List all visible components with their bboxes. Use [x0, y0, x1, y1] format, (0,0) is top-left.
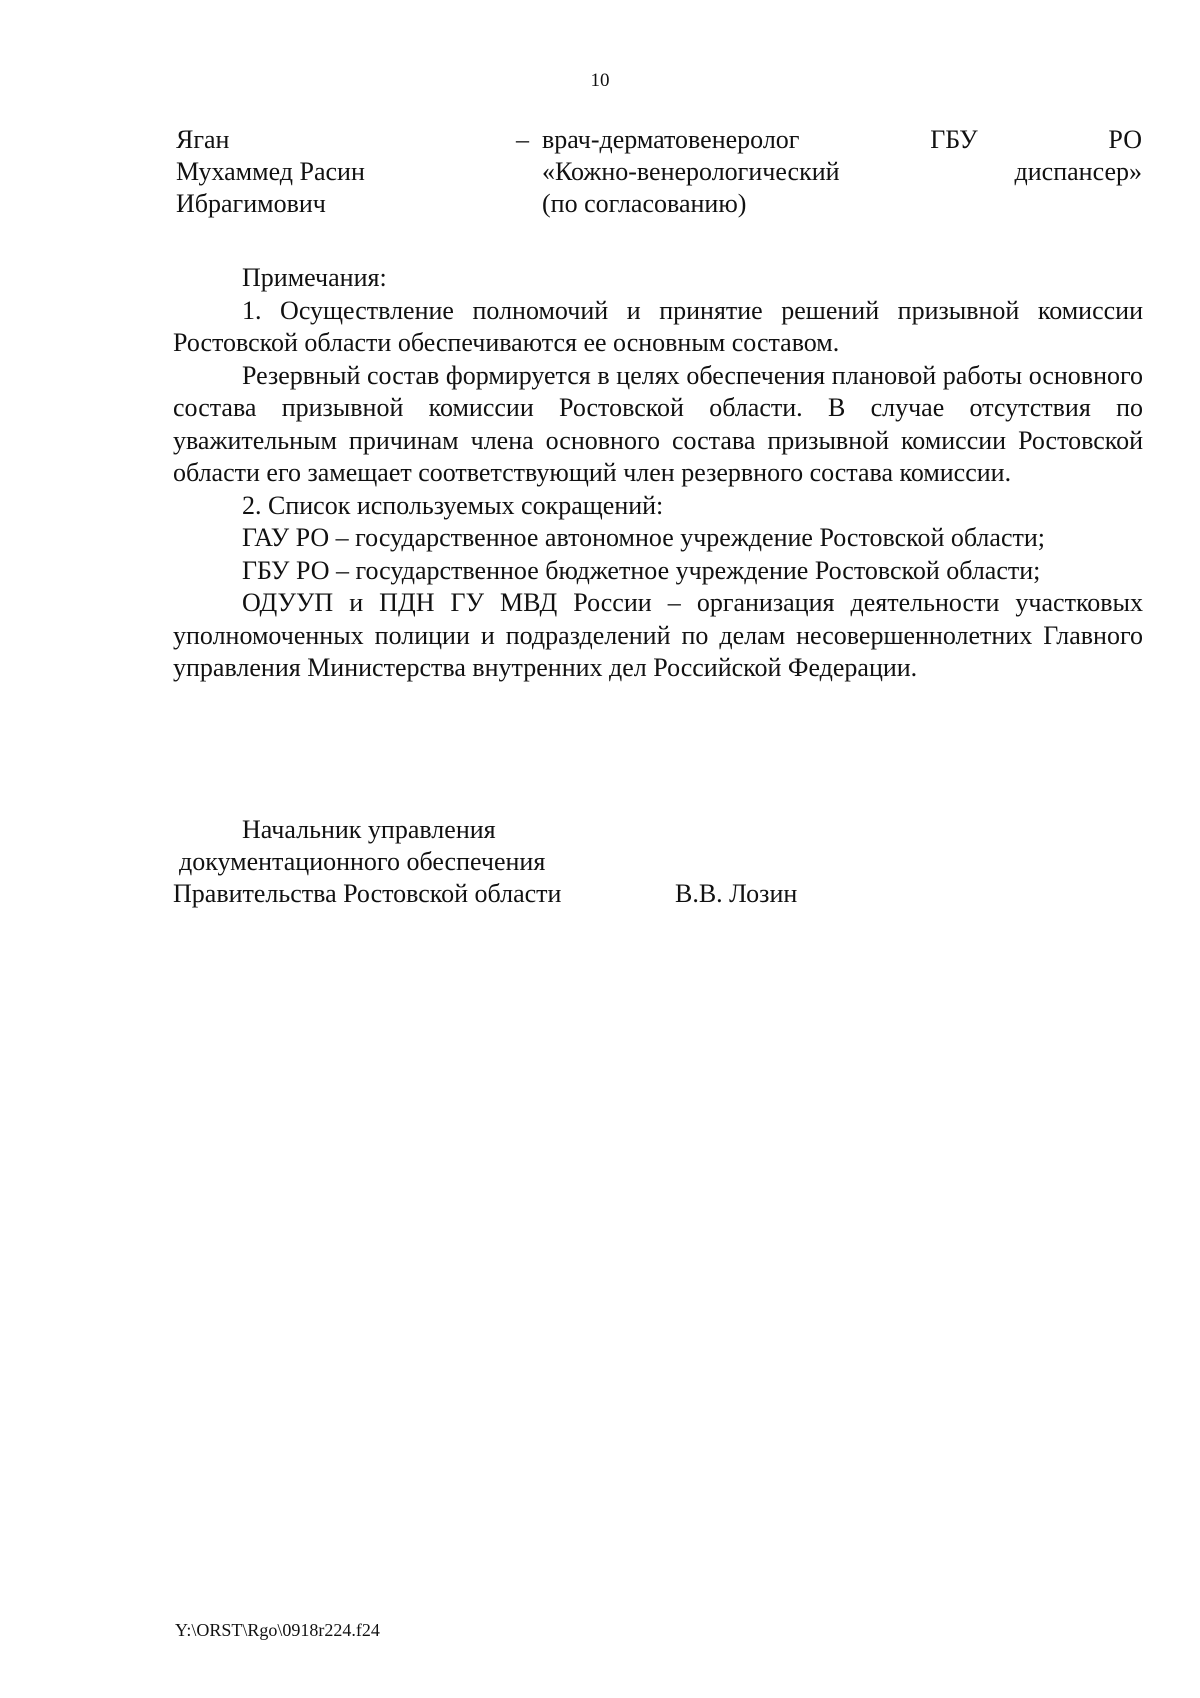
member-surname: Яган — [176, 125, 230, 154]
abbreviation-item: ОДУУП и ПДН ГУ МВД России – организация деятельности участковых уполномоченных полиции и подразделений по делам несовершеннолетних Главного управления Министерства внутренних дел Российской Федерации. — [173, 588, 1143, 682]
member-position-line: (по согласованию) — [542, 189, 747, 218]
member-patronymic: Ибрагимович — [176, 189, 326, 218]
signatory-name: В.В. Лозин — [675, 879, 798, 908]
member-first-name: Мухаммед Расин — [176, 157, 365, 186]
member-position — [542, 124, 1142, 220]
member-dash: – — [516, 125, 529, 154]
signature-block — [173, 814, 873, 910]
signatory-title-line: Правительства Ростовской области — [173, 879, 562, 908]
signatory-title-line: Начальник управления — [242, 815, 496, 844]
member-name — [176, 124, 506, 220]
abbreviation-item: ГАУ РО – государственное автономное учреждение Ростовской области; — [242, 523, 1045, 552]
abbreviation-item: ГБУ РО – государственное бюджетное учреждение Ростовской области; — [242, 555, 1041, 585]
signatory-title-line: документационного обеспечения — [179, 847, 546, 876]
note-paragraph: 1. Осуществление полномочий и принятие решений призывной комиссии Ростовской области обеспечиваются ее основным составом. — [173, 295, 1143, 357]
abbreviations-heading: 2. Список используемых сокращений: — [242, 490, 664, 520]
notes-section — [173, 262, 1143, 685]
notes-heading: Примечания: — [242, 263, 387, 292]
member-position-line: «Кожно-венерологический диспансер» — [542, 157, 1142, 186]
file-path-footer: Y:\ORST\Rgo\0918r224.f24 — [175, 1620, 380, 1640]
page-number: 10 — [590, 70, 610, 91]
member-position-line: врач-дерматовенеролог ГБУ РО — [542, 125, 1142, 154]
note-paragraph: Резервный состав формируется в целях обеспечения плановой работы основного состава призывной комиссии Ростовской области. В случае отсутствия по уважительным причинам члена основного состава призывной комиссии Ростовской области его замещает соответствующий член резервного состава комиссии. — [173, 360, 1143, 487]
commission-member-entry — [176, 124, 1143, 224]
